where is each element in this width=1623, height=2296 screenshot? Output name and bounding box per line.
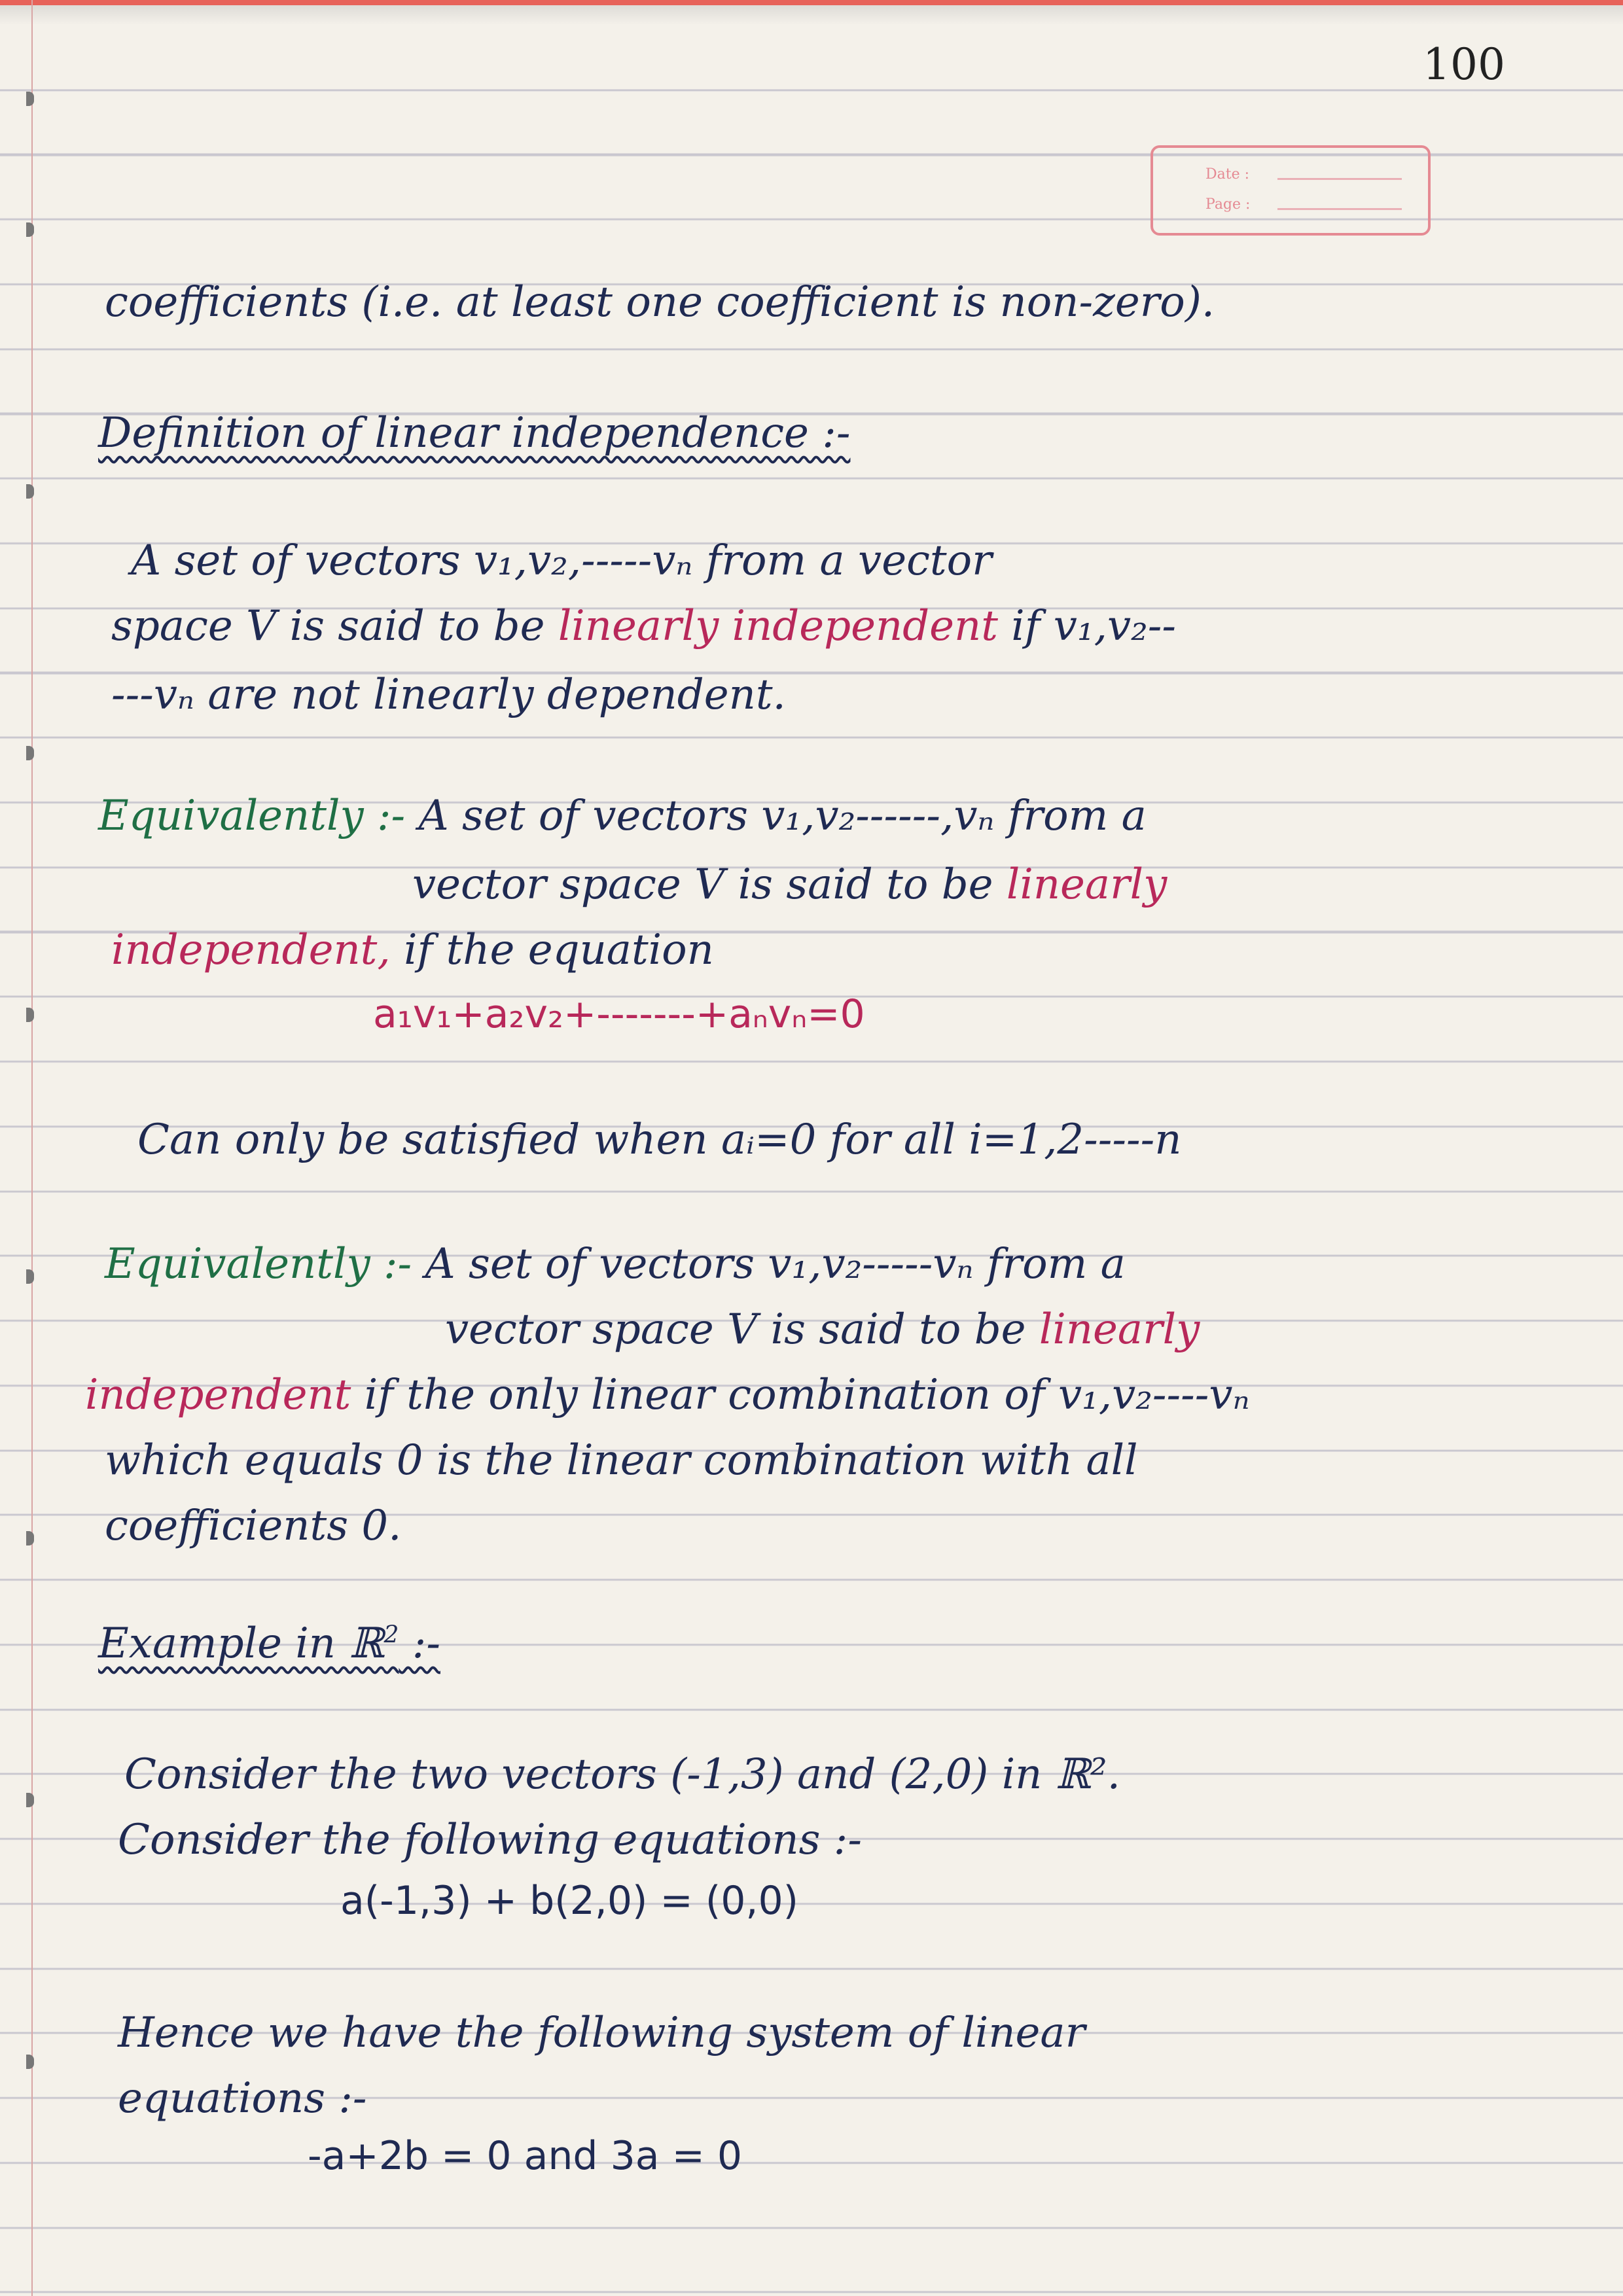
- text-span: A set of vectors v₁,v₂-----vₙ from a: [412, 1240, 1126, 1288]
- text-line: Can only be satisfied when aᵢ=0 for all i=1,2-----n: [137, 1116, 1182, 1164]
- example-heading: [98, 1619, 440, 1668]
- page-top-edge: [0, 0, 1623, 5]
- stamp-date-label: Date :: [1205, 166, 1250, 183]
- text-line: [111, 602, 1176, 650]
- system-equations: -a+2b = 0 and 3a = 0: [308, 2133, 743, 2179]
- highlight-term: linearly: [1006, 860, 1168, 909]
- linear-combination-equation: a₁v₁+a₂v₂+-------+aₙvₙ=0: [373, 991, 865, 1037]
- text-line: Consider the two vectors (-1,3) and (2,0) in ℝ².: [124, 1750, 1120, 1799]
- highlight-term: independent: [85, 1371, 351, 1419]
- spiral-hole: [26, 484, 34, 499]
- text-line: which equals 0 is the linear combination with all: [105, 1436, 1138, 1485]
- highlight-term: linearly independent: [558, 602, 998, 650]
- spiral-hole: [26, 2055, 34, 2069]
- spiral-hole: [26, 746, 34, 760]
- text-line: coefficients 0.: [105, 1502, 402, 1550]
- text-line: Consider the following equations :-: [118, 1816, 862, 1864]
- text-span: if the only linear combination of v₁,v₂----vₙ: [351, 1371, 1250, 1419]
- text-span: if the equation: [390, 926, 714, 974]
- spiral-hole: [26, 1008, 34, 1022]
- spiral-hole: [26, 222, 34, 237]
- text-line: ---vₙ are not linearly dependent.: [111, 671, 786, 719]
- spiral-hole: [26, 1269, 34, 1284]
- text-line: [111, 926, 714, 974]
- text-span: :-: [399, 1619, 440, 1668]
- text-span: Example in ℝ: [98, 1619, 384, 1668]
- equivalently-label: Equivalently :-: [98, 792, 406, 840]
- vector-equation: a(-1,3) + b(2,0) = (0,0): [340, 1878, 799, 1924]
- text-span: space V is said to be: [111, 602, 558, 650]
- margin-line: [31, 0, 33, 2296]
- highlight-term: linearly: [1039, 1305, 1200, 1354]
- text-span: vector space V is said to be: [445, 1305, 1039, 1354]
- spiral-hole: [26, 92, 34, 106]
- definition-heading: Definition of linear independence :-: [98, 409, 851, 457]
- text-line: coefficients (i.e. at least one coefficient is non-zero).: [105, 278, 1215, 327]
- text-line: [412, 860, 1168, 909]
- date-page-stamp: [1150, 145, 1431, 236]
- text-line: equations :-: [118, 2074, 367, 2123]
- spiral-hole: [26, 1531, 34, 1545]
- text-line: A set of vectors v₁,v₂,-----vₙ from a vector: [131, 537, 992, 585]
- page-number: 100: [1423, 39, 1505, 90]
- equivalently-label: Equivalently :-: [105, 1240, 412, 1288]
- stamp-page-label: Page :: [1205, 196, 1251, 213]
- stamp-date-line: [1277, 178, 1402, 180]
- text-line: [105, 1240, 1126, 1288]
- text-line: [445, 1305, 1200, 1354]
- highlight-term: independent,: [111, 926, 391, 974]
- text-span: if v₁,v₂--: [997, 602, 1176, 650]
- superscript: 2: [383, 1621, 399, 1649]
- page-top-shadow: [0, 5, 1623, 25]
- stamp-page-line: [1277, 208, 1402, 210]
- text-line: Hence we have the following system of linear: [118, 2009, 1086, 2057]
- text-line: [98, 792, 1147, 840]
- text-span: A set of vectors v₁,v₂------,vₙ from a: [405, 792, 1147, 840]
- text-line: [85, 1371, 1250, 1419]
- spiral-hole: [26, 1793, 34, 1807]
- text-span: vector space V is said to be: [412, 860, 1007, 909]
